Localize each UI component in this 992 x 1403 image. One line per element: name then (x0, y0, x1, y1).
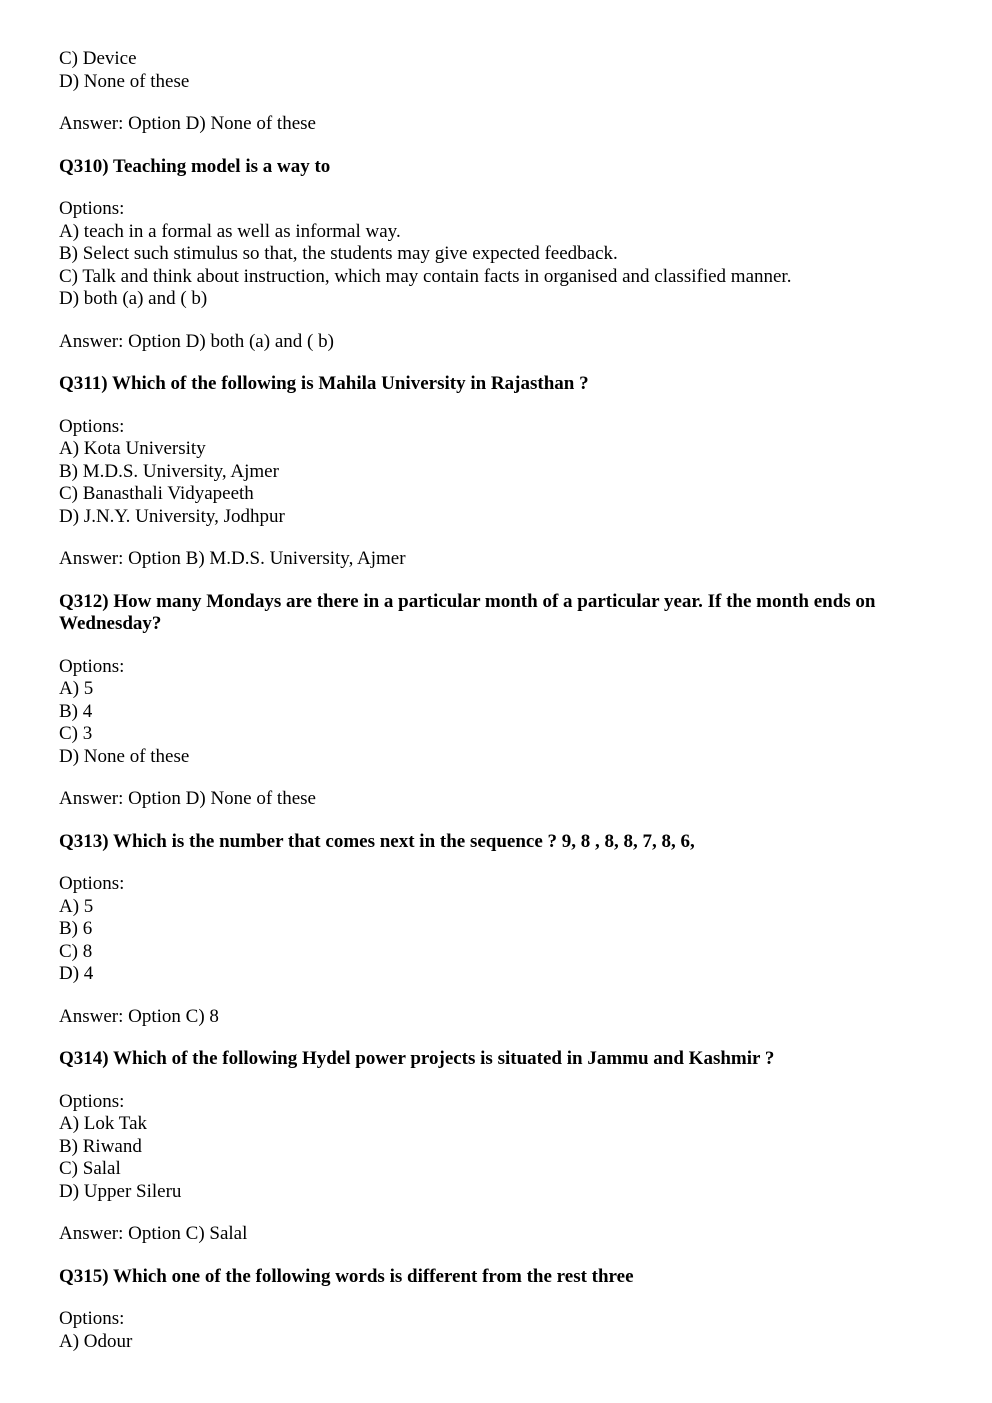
options-label: Options: (59, 415, 125, 437)
options-label: Options: (59, 1308, 125, 1329)
question-block-q310 (59, 156, 939, 374)
option-item: A) teach in a formal as well as informal way. (59, 220, 401, 242)
document-page (59, 48, 939, 1353)
option-item: C) Banasthali Vidyapeeth (59, 483, 254, 504)
answer-text: Answer: Option C) Salal (59, 1223, 248, 1244)
option-item: D) None of these (59, 70, 190, 92)
question-block-q312 (59, 591, 939, 831)
option-item: A) Lok Tak (59, 1113, 148, 1134)
options-label: Options: (59, 198, 125, 219)
option-item: D) 4 (59, 963, 94, 984)
option-item: D) both (a) and ( b) (59, 288, 208, 309)
question-text: Q310) Teaching model is a way to (59, 155, 331, 177)
answer-text: Answer: Option D) both (a) and ( b) (59, 330, 334, 352)
option-item: B) Riwand (59, 1135, 142, 1157)
option-item: C) Talk and think about instruction, which may contain facts in organised and classified manner. (59, 265, 792, 287)
option-item: B) Select such stimulus so that, the students may give expected feedback. (59, 243, 618, 264)
option-item: D) J.N.Y. University, Jodhpur (59, 505, 285, 527)
option-item: C) Salal (59, 1158, 121, 1179)
option-item: C) 8 (59, 940, 93, 962)
option-item: B) M.D.S. University, Ajmer (59, 460, 279, 482)
option-item: C) Device (59, 48, 137, 69)
question-block-q315 (59, 1266, 939, 1354)
question-text: Q312) How many Mondays are there in a particular month of a particular year. If the month ends on Wednesday? (59, 590, 876, 634)
option-item: A) 5 (59, 895, 94, 917)
question-text: Q313) Which is the number that comes next in the sequence ? 9, 8 , 8, 8, 7, 8, 6, (59, 830, 695, 852)
question-text: Q315) Which one of the following words is different from the rest three (59, 1265, 634, 1287)
question-block-q313 (59, 831, 939, 1049)
answer-text: Answer: Option D) None of these (59, 788, 316, 809)
question-block-q311 (59, 373, 939, 591)
options-label: Options: (59, 873, 125, 894)
option-item: B) 6 (59, 918, 93, 939)
preamble (59, 48, 939, 156)
option-item: D) Upper Sileru (59, 1180, 182, 1202)
options-label: Options: (59, 655, 125, 677)
option-item: A) Kota University (59, 438, 206, 459)
answer-text: Answer: Option B) M.D.S. University, Ajmer (59, 548, 406, 569)
answer-text: Answer: Option D) None of these (59, 113, 316, 134)
option-item: A) Odour (59, 1330, 133, 1352)
options-label: Options: (59, 1090, 125, 1112)
answer-text: Answer: Option C) 8 (59, 1005, 219, 1027)
question-text: Q311) Which of the following is Mahila University in Rajasthan ? (59, 373, 589, 394)
question-text: Q314) Which of the following Hydel power projects is situated in Jammu and Kashmir ? (59, 1048, 775, 1069)
option-item: B) 4 (59, 700, 93, 722)
question-block-q314 (59, 1048, 939, 1266)
option-item: C) 3 (59, 723, 93, 744)
option-item: A) 5 (59, 678, 94, 699)
option-item: D) None of these (59, 745, 190, 767)
